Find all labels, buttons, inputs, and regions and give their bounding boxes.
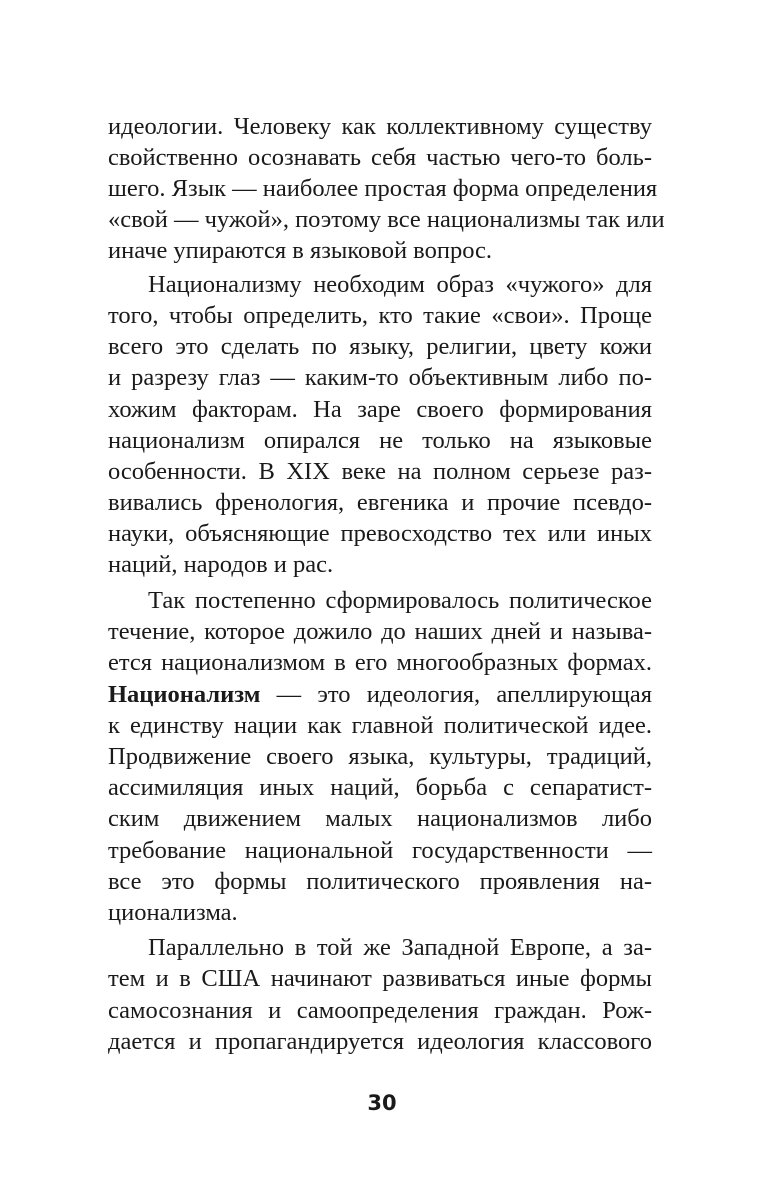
text-line: «свой — чужой», поэтому все национализмы так или <box>108 206 665 233</box>
definition-text: — это идеология, апеллирующая <box>260 681 652 708</box>
term-nationalism: Национализм <box>108 681 261 708</box>
text-line: самосознания и самоопределения граждан. Рож- <box>108 997 652 1024</box>
text-line: того, чтобы определить, кто такие «свои». Проще <box>108 302 652 329</box>
text-line: хожим факторам. На заре своего формирования <box>108 396 652 423</box>
text-line <box>108 679 652 711</box>
text-line: течение, которое дожило до наших дней и называ- <box>108 618 652 645</box>
text-line: ассимиляция иных наций, борьба с сепаратист- <box>108 774 652 801</box>
text-line: тем и в США начинают развиваться иные формы <box>108 965 652 992</box>
text-line: Параллельно в той же Западной Европе, а за- <box>148 934 652 961</box>
text-line: иначе упираются в языковой вопрос. <box>108 237 493 264</box>
text-line: национализм опирался не только на языковые <box>108 427 652 454</box>
text-line: Так постепенно сформировалось политическое <box>148 587 652 614</box>
text-line: к единству нации как главной политической идее. <box>108 712 652 739</box>
text-line: ется национализмом в его многообразных формах. <box>108 649 652 676</box>
text-line: дается и пропагандируется идеология классового <box>108 1028 652 1055</box>
text-line: все это формы политического проявления на- <box>108 868 652 895</box>
text-line: идеологии. Человеку как коллективному существу <box>108 113 652 140</box>
text-line: всего это сделать по языку, религии, цвету кожи <box>108 333 652 360</box>
text-line: наций, народов и рас. <box>108 551 334 578</box>
text-line: шего. Язык — наиболее простая форма определения <box>108 175 658 202</box>
page-number: 30 <box>367 1091 397 1115</box>
text-line: науки, объясняющие превосходство тех или иных <box>108 520 652 547</box>
text-line: свойственно осознавать себя частью чего-то боль- <box>108 144 652 171</box>
text-line: и разрезу глаз — каким-то объективным либо по- <box>108 364 652 391</box>
text-line: Продвижение своего языка, культуры, традиций, <box>108 743 652 770</box>
text-line: ским движением малых национализмов либо <box>108 805 652 832</box>
text-line: ционализма. <box>108 899 238 926</box>
text-line: вивались френология, евгеника и прочие псевдо- <box>108 489 652 516</box>
text-line: Национализму необходим образ «чужого» для <box>148 271 652 298</box>
text-line: особенности. В XIX веке на полном серьезе раз- <box>108 458 652 485</box>
text-line: требование национальной государственности — <box>108 837 652 864</box>
